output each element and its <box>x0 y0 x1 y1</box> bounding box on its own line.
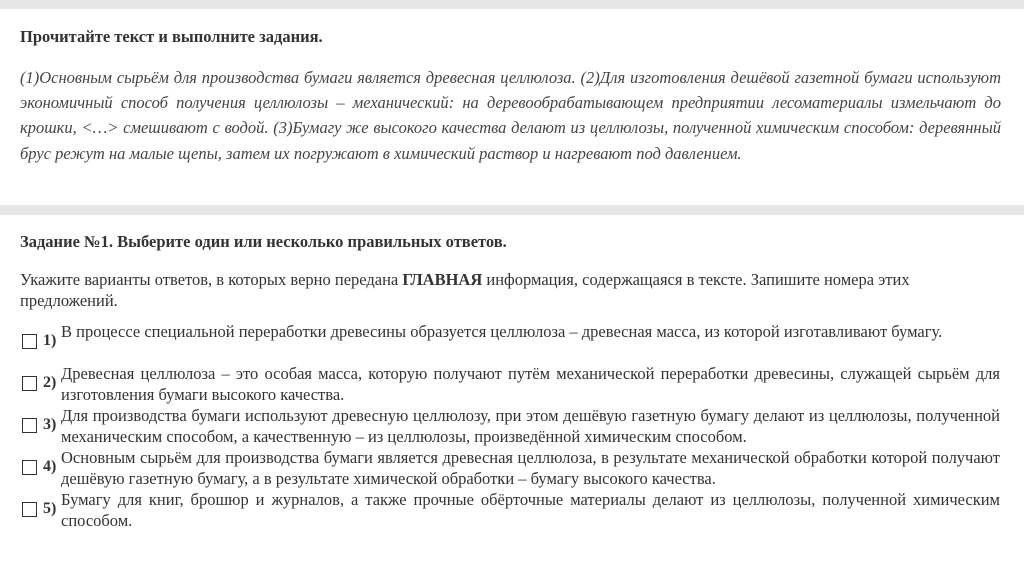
answer-options <box>20 322 1001 532</box>
answer-option-1 <box>20 322 1001 364</box>
top-bar <box>0 0 1024 9</box>
section-divider <box>0 205 1024 215</box>
answer-text-3: Для производства бумаги используют древесную целлюлозу, при этом дешёвую газетную бумагу делают из целлюлозы, полученной механическим способом, а качественную – из целлюлозы, произведённой химическим способом. <box>61 406 1000 446</box>
instruction-text-before: Укажите варианты ответов, в которых верно передана <box>20 270 403 289</box>
answer-text-4: Основным сырьём для производства бумаги является древесная целлюлоза, в результате механической обработки которой получают дешёвую газетную бумагу, а в результате химической обработки – бумагу высокого качества. <box>61 448 1000 488</box>
answer-option-2 <box>20 364 1001 406</box>
answer-checkbox-3[interactable] <box>22 418 37 433</box>
answer-checkbox-5[interactable] <box>22 502 37 517</box>
task-instruction <box>20 270 1001 311</box>
answer-number-1: 1) <box>43 332 57 349</box>
answer-number-2: 2) <box>43 374 57 391</box>
reading-passage: (1)Основным сырьём для производства бумаги является древесная целлюлоза. (2)Для изготовления дешёвой газетной бумаги используют экономичный способ получения целлюлозы – механический: на деревообрабатывающем предприятии лесоматериалы измельчают до крошки, <…> смешивают с водой. (3)Бумагу же высокого качества делают из целлюлозы, полученной химическим способом: деревянный брус режут на малые щепы, затем их погружают в химический раствор и нагревают под давлением. <box>20 68 1001 163</box>
answer-option-5 <box>20 490 1001 532</box>
instruction-text-after: информация, содержащаяся в тексте. Запишите номера этих предложений. <box>20 270 910 310</box>
answer-text-1: В процессе специальной переработки древесины образуется целлюлоза – древесная масса, из которой изготавливают бумагу. <box>61 322 943 341</box>
answer-option-4 <box>20 448 1001 490</box>
answer-checkbox-2[interactable] <box>22 376 37 391</box>
task-title: Задание №1. Выберите один или несколько правильных ответов. <box>20 232 507 251</box>
answer-number-5: 5) <box>43 500 57 517</box>
answer-option-3 <box>20 406 1001 448</box>
answer-text-5: Бумагу для книг, брошюр и журналов, а также прочные обёрточные материалы делают из целлюлозы, полученной химическим способом. <box>61 490 1000 530</box>
answer-checkbox-4[interactable] <box>22 460 37 475</box>
answer-text-2: Древесная целлюлоза – это особая масса, которую получают путём механической переработки древесины, служащей сырьём для изготовления бумаги высокого качества. <box>61 364 1000 404</box>
section-header: Прочитайте текст и выполните задания. <box>20 27 323 46</box>
answer-number-4: 4) <box>43 458 57 475</box>
answer-checkbox-1[interactable] <box>22 334 37 349</box>
answer-number-3: 3) <box>43 416 57 433</box>
instruction-emphasis: ГЛАВНАЯ <box>402 270 483 289</box>
